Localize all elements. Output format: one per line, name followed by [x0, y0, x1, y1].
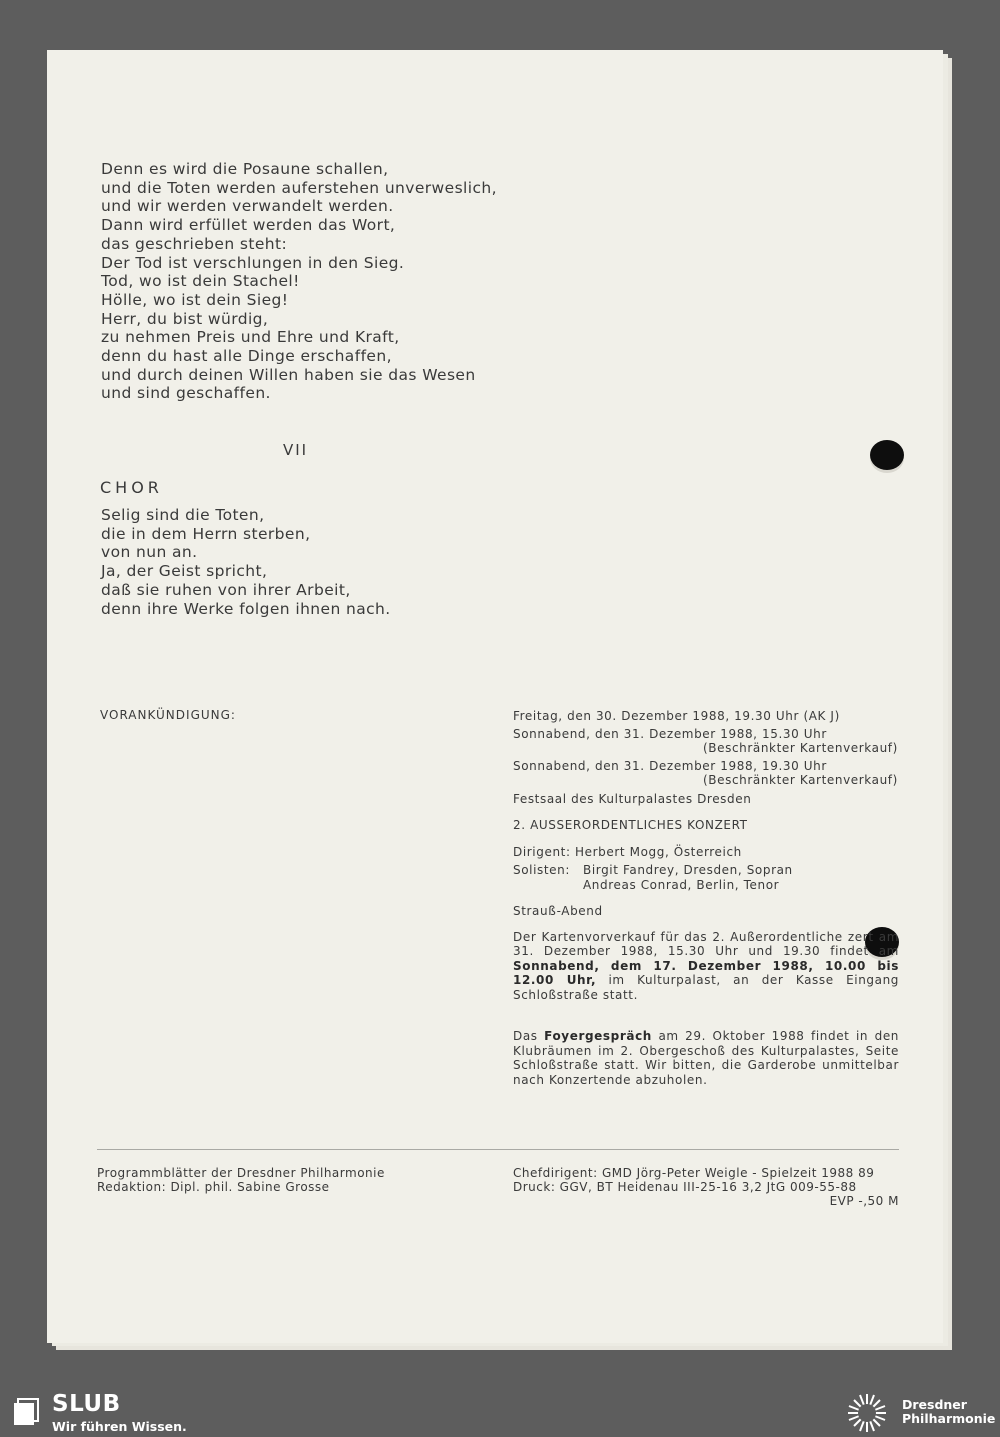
- poem-line: und durch deinen Willen haben sie das Wesen: [101, 365, 476, 384]
- foyer-text: Das: [513, 1029, 538, 1043]
- concert-date: Sonnabend, den 31. Dezember 1988, 15.30 Uhr: [513, 726, 827, 741]
- soloist: Andreas Conrad, Berlin, Tenor: [583, 877, 780, 892]
- presale-text: zert am 31. Dezember 1988, 15.30 Uhr und 19.30: [513, 929, 899, 958]
- footer-publication: Programmblätter der Dresdner Philharmonie: [97, 1166, 385, 1180]
- chor-line: denn ihre Werke folgen ihnen nach.: [101, 599, 391, 618]
- concert-date-note: (Beschränkter Kartenverkauf): [703, 773, 898, 787]
- poem-line: das geschrieben steht:: [101, 234, 288, 253]
- chor-line: von nun an.: [101, 543, 198, 562]
- footer-editor: Redaktion: Dipl. phil. Sabine Grosse: [97, 1180, 330, 1194]
- punch-hole: [870, 440, 904, 470]
- presale-notice: [513, 930, 899, 1003]
- program-title: Strauß-Abend: [513, 904, 603, 918]
- poem-line: Denn es wird die Posaune schallen,: [101, 160, 389, 178]
- chor-line: Selig sind die Toten,: [101, 506, 265, 524]
- poem-line: Tod, wo ist dein Stachel!: [101, 272, 300, 291]
- footer-left: [97, 1166, 385, 1194]
- chor-line: Ja, der Geist spricht,: [101, 562, 268, 581]
- conductor-name: Herbert Mogg, Österreich: [575, 844, 742, 859]
- poem-line: Hölle, wo ist dein Sieg!: [101, 290, 289, 309]
- poem-line: Herr, du bist würdig,: [101, 309, 269, 328]
- foyer-title: Foyergespräch: [544, 1029, 652, 1043]
- poem-text: [101, 160, 521, 403]
- concert-date: Sonnabend, den 31. Dezember 1988, 19.30 Uhr: [513, 758, 827, 773]
- footer-print: Druck: GGV, BT Heidenau III-25-16 3,2 JtG 009-55-88: [513, 1180, 857, 1194]
- poem-line: Der Tod ist verschlungen in den Sieg.: [101, 253, 405, 272]
- chor-heading: CHOR: [100, 478, 163, 497]
- concert-title: 2. AUSSERORDENTLICHES KONZERT: [513, 818, 748, 832]
- footer-divider: [97, 1149, 899, 1150]
- program-page: [47, 50, 943, 1343]
- venue: Festsaal des Kulturpalastes Dresden: [513, 791, 752, 806]
- presale-text: im Kulturpalast, an der Kasse Eingang Schloßstraße statt.: [513, 973, 900, 1002]
- chor-line: die in dem Herrn sterben,: [101, 524, 311, 543]
- poem-line: denn du hast alle Dinge erschaffen,: [101, 347, 392, 366]
- conductor-line: [513, 845, 899, 860]
- poem-line: Dann wird erfüllet werden das Wort,: [101, 216, 396, 235]
- presale-text: Der Kartenvorverkauf für das 2. Außerordentliche: [513, 929, 843, 944]
- presale-date: Sonnabend, dem 17. Dezember 1988, 10.00 bis 12.00 Uhr,: [513, 958, 899, 987]
- philharmonie-name: [902, 1398, 995, 1426]
- announcement-label: VORANKÜNDIGUNG:: [100, 708, 236, 722]
- announcement-block: [513, 709, 899, 1087]
- poem-line: und wir werden verwandelt werden.: [101, 197, 394, 216]
- concert-date-note: (Beschränkter Kartenverkauf): [703, 741, 898, 755]
- slub-tagline: Wir führen Wissen.: [52, 1419, 187, 1434]
- footer-price: EVP -,50 M: [829, 1194, 899, 1208]
- concert-date: Freitag, den 30. Dezember 1988, 19.30 Uhr (AK J): [513, 709, 840, 723]
- chor-text: [101, 506, 521, 618]
- slub-logo-icon: [12, 1397, 40, 1427]
- soloists-label: Solisten:: [513, 863, 571, 877]
- foyer-notice: [513, 1029, 899, 1087]
- poem-line: zu nehmen Preis und Ehre und Kraft,: [101, 328, 400, 347]
- slub-footer-bar: [0, 1387, 1000, 1437]
- foyer-text: am 29. Oktober 1988 findet in den Klubräumen im 2. Obergeschoß des Kulturpalastes, Seite Schloßstraße statt. Wir bitten, die Garderobe unmittelbar nach Konzertende abzuholen.: [513, 1029, 900, 1087]
- poem-line: und sind geschaffen.: [101, 384, 271, 403]
- poem-line: und die Toten werden auferstehen unverweslich,: [101, 178, 497, 197]
- conductor-label: Dirigent:: [513, 844, 571, 859]
- movement-number: VII: [283, 441, 309, 459]
- chor-line: daß sie ruhen von ihrer Arbeit,: [101, 580, 351, 599]
- soloists-line: [513, 863, 899, 878]
- soloist: Birgit Fandrey, Dresden, Sopran: [583, 863, 793, 877]
- slub-name: SLUB: [52, 1391, 121, 1417]
- philharmonie-name-line: Dresdner: [902, 1397, 967, 1412]
- philharmonie-logo-icon: [842, 1393, 892, 1433]
- philharmonie-name-line: Philharmonie: [902, 1411, 996, 1426]
- footer-conductor: Chefdirigent: GMD Jörg-Peter Weigle - Spielzeit 1988 89: [513, 1166, 875, 1180]
- footer-right: [513, 1166, 899, 1208]
- presale-text: findet am: [830, 944, 899, 958]
